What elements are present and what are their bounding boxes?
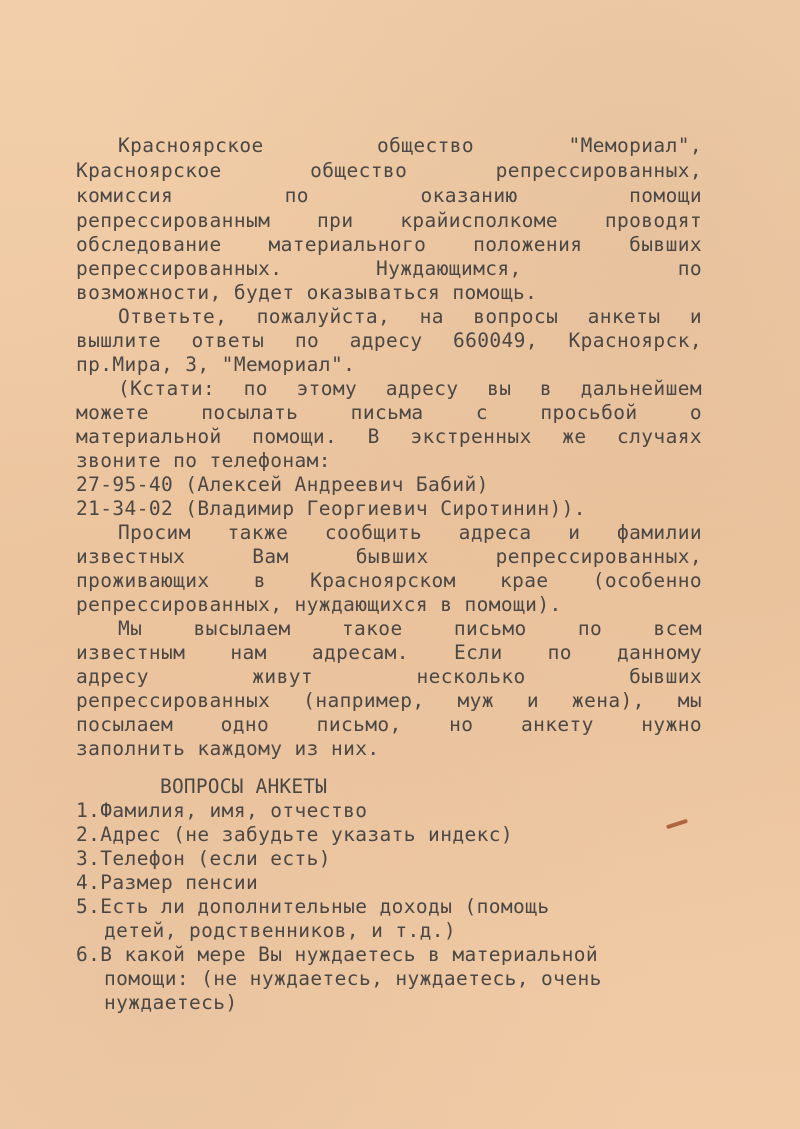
request-line-3: проживающих в Красноярском крае (особенно (76, 569, 702, 592)
mailing-line-4: репрессированных (например, муж и жена), мы (76, 689, 702, 712)
note-line-2: можете посылать письма с просьбой о (76, 401, 702, 424)
intro-line-5: обследование материального положения бывших (76, 233, 702, 256)
request-line-1: Просим также сообщить адреса и фамилии (118, 521, 702, 544)
request-line-2: известных Вам бывших репрессированных, (76, 545, 702, 568)
intro-line-4: репрессированным при крайисполкоме проводят (76, 209, 702, 232)
question-5: 5.Есть ли дополнительные доходы (помощь (76, 895, 550, 918)
request-line-4: репрессированных, нуждающихся в помощи). (76, 593, 562, 616)
question-1: 1.Фамилия, имя, отчество (76, 799, 368, 822)
mailing-line-6: заполнить каждому из них. (76, 737, 380, 760)
intro-line-3: комиссия по оказанию помощи (76, 184, 702, 207)
mailing-line-2: известным нам адресам. Если по данному (76, 641, 702, 664)
question-6-continued-1: помощи: (не нуждаетесь, нуждаетесь, очень (104, 967, 602, 990)
phone-line-1: 27-95-40 (Алексей Андреевич Бабий) (76, 473, 489, 496)
intro-line-2: Красноярское общество репрессированных, (76, 159, 702, 182)
question-2: 2.Адрес (не забудьте указать индекс) (76, 823, 514, 846)
note-line-4: звоните по телефонам: (76, 449, 331, 472)
note-line-1: (Кстати: по этому адресу вы в дальнейшем (118, 377, 702, 400)
intro-line-6: репрессированных. Нуждающимся, по (76, 257, 702, 280)
reply-line-2: вышлите ответы по адресу 660049, Красноярск, (76, 329, 702, 352)
question-4: 4.Размер пенсии (76, 871, 259, 894)
mailing-line-3: адресу живут несколько бывших (76, 665, 702, 688)
reply-line-3: пр.Мира, 3, "Мемориал". (76, 353, 356, 376)
question-6-continued-2: нуждаетесь) (104, 991, 238, 1014)
questionnaire-heading: ВОПРОСЫ АНКЕТЫ (160, 775, 328, 798)
question-5-continued: детей, родственников, и т.д.) (104, 919, 457, 942)
intro-line-7: возможности, будет оказываться помощь. (76, 281, 538, 304)
question-3: 3.Телефон (если есть) (76, 847, 331, 870)
phone-line-2: 21-34-02 (Владимир Георгиевич Сиротинин)). (76, 497, 586, 520)
note-line-3: материальной помощи. В экстренных же случаях (76, 425, 702, 448)
question-6: 6.В какой мере Вы нуждаетесь в материальной (76, 943, 599, 966)
reply-line-1: Ответьте, пожалуйста, на вопросы анкеты и (118, 305, 702, 328)
mailing-line-5: посылаем одно письмо, но анкету нужно (76, 713, 702, 736)
intro-line-1: Красноярское общество "Мемориал", (118, 134, 702, 157)
mailing-line-1: Мы высылаем такое письмо по всем (118, 617, 702, 640)
